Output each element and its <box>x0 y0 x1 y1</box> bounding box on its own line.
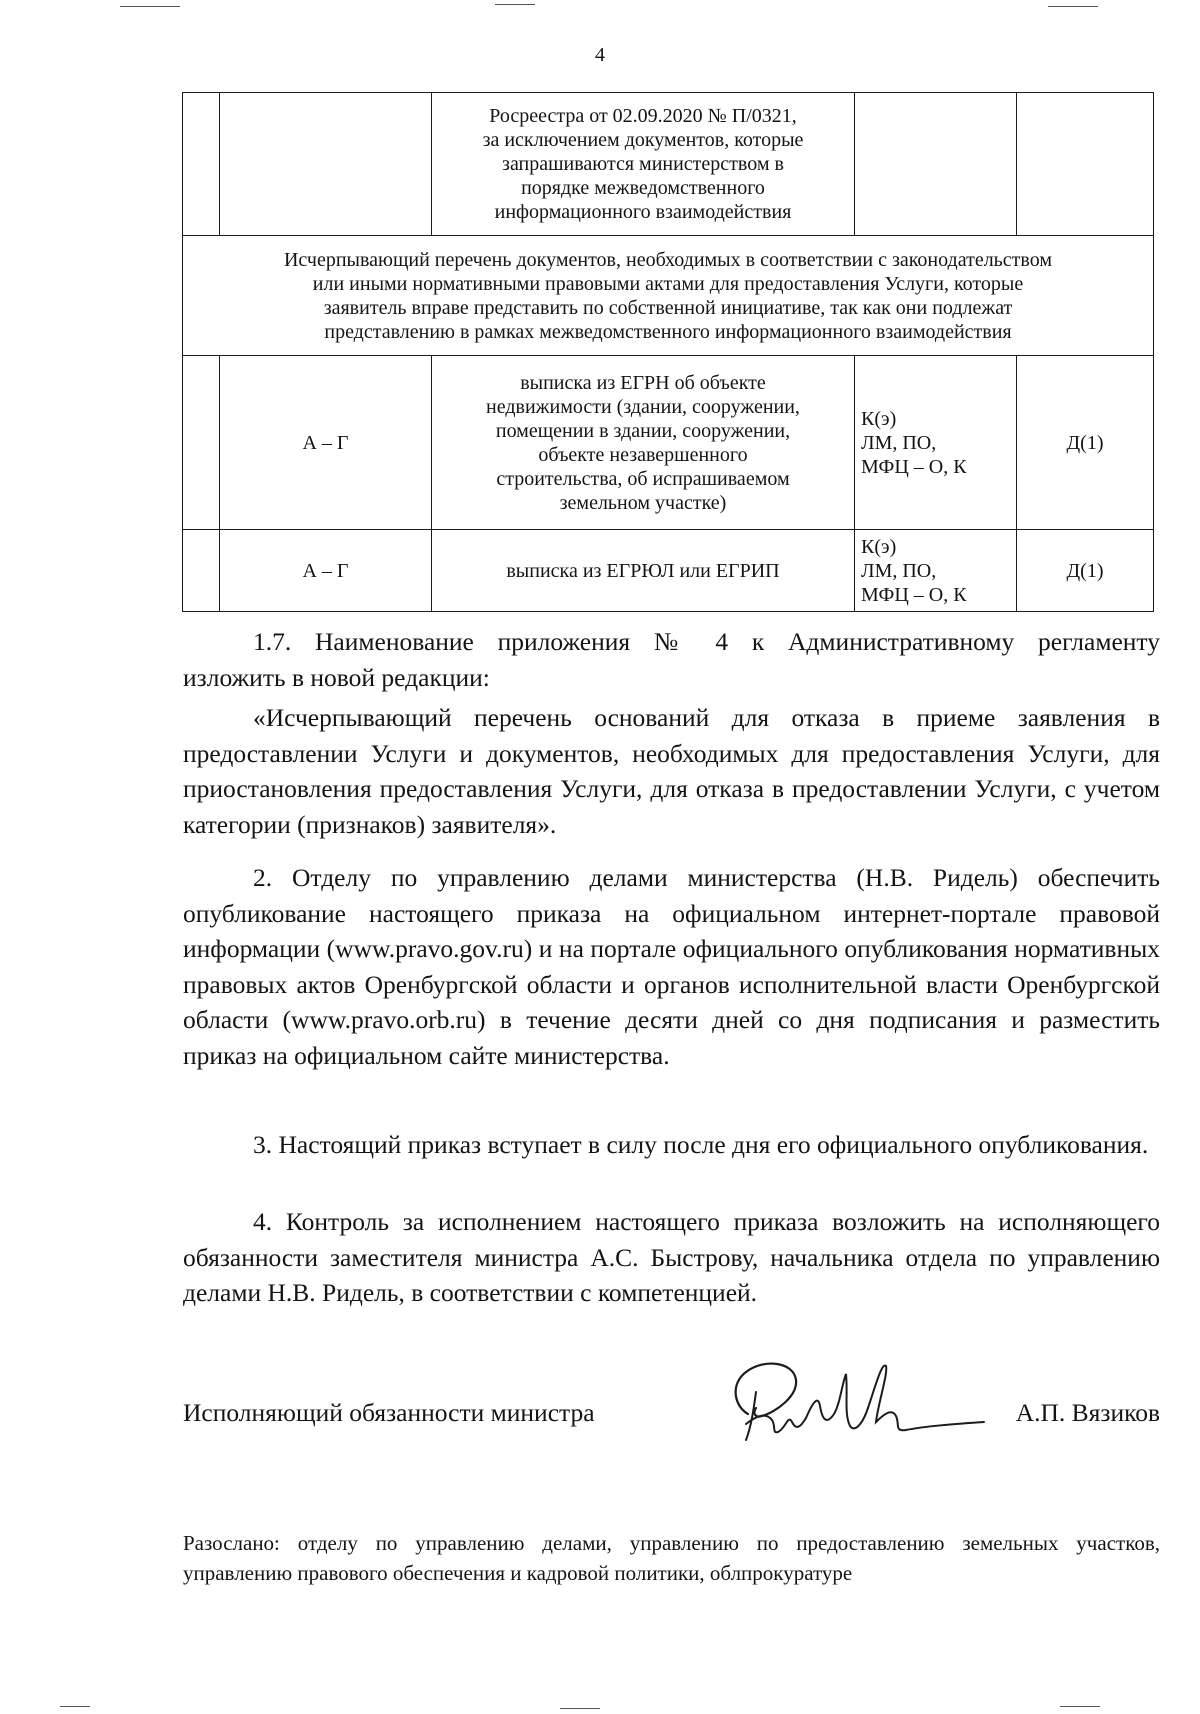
quoted-title-paragraph: «Исчерпывающий перечень оснований для отказа в приеме заявления в предоставлении Услуги и документов, необходимых для предоставления Услуги, для приостановления предоставления Услуги, для отказа в предоставлении Услуги, с учетом категории (признаков) заявителя». <box>183 703 1160 839</box>
table-cell-method: К(э) ЛМ, ПО, МФЦ – О, К <box>855 356 1017 530</box>
table-cell <box>183 93 220 236</box>
table-section-header-row <box>183 236 1154 356</box>
section-header-cell: Исчерпывающий перечень документов, необходимых в соответствии с законодательством или иными нормативными правовыми актами для предоставления Услуги, которые заявитель вправе представить по собственной инициативе, так как они подлежат представлению в рамках межведомственного информационного взаимодействия <box>183 236 1154 356</box>
table-cell <box>855 93 1017 236</box>
scan-edge-mark <box>120 6 180 7</box>
scan-edge-mark <box>1048 6 1098 7</box>
table-cell-method: К(э) ЛМ, ПО, МФЦ – О, К <box>855 530 1017 612</box>
table-cell-code: Д(1) <box>1017 530 1154 612</box>
paragraph-4: 4. Контроль за исполнением настоящего приказа возложить на исполняющего обязанности заместителя министра А.С. Быстрову, начальника отдела по управлению делами Н.В. Ридель, в соответствии с компетенцией. <box>183 1207 1160 1307</box>
table-cell-document: Росреестра от 02.09.2020 № П/0321, за исключением документов, которые запрашиваются министерством в порядке межведомственного информационного взаимодействия <box>432 93 855 236</box>
page-number: 4 <box>595 44 605 66</box>
documents-table <box>182 92 1154 612</box>
paragraph-3: 3. Настоящий приказ вступает в силу после дня его официального опубликования. <box>253 1130 1149 1159</box>
signatory-title: Исполняющий обязанности министра <box>183 1398 595 1427</box>
table-cell <box>183 356 220 530</box>
table-cell <box>183 530 220 612</box>
signatory-name: А.П. Вязиков <box>1015 1398 1160 1427</box>
scan-edge-mark <box>1060 1706 1100 1707</box>
table-cell <box>1017 93 1154 236</box>
table-row <box>183 530 1154 612</box>
distribution-list: Разослано: отделу по управлению делами, управлению по предоставлению земельных участков, управлению правового обеспечения и кадровой политики, облпрокуратуре <box>183 1531 1160 1585</box>
table-cell-document: выписка из ЕГРЮЛ или ЕГРИП <box>432 530 855 612</box>
handwritten-signature <box>716 1344 986 1454</box>
scan-edge-mark <box>560 1708 600 1709</box>
table-cell-code: Д(1) <box>1017 356 1154 530</box>
table-cell-applicant: А – Г <box>220 356 432 530</box>
table-row <box>183 93 1154 236</box>
table-cell-document: выписка из ЕГРН об объекте недвижимости (здании, сооружении, помещении в здании, сооружении, объекте незавершенного строительства, об испрашиваемом земельном участке) <box>432 356 855 530</box>
scan-edge-mark <box>60 1706 90 1707</box>
paragraph-2: 2. Отделу по управлению делами министерства (Н.В. Ридель) обеспечить опубликование настоящего приказа на официальном интернет-портале правовой информации (www.pravo.gov.ru) и на портале официального опубликования нормативных правовых актов Оренбургской области и органов исполнительной власти Оренбургской области (www.pravo.orb.ru) в течение десяти дней со дня подписания и разместить приказ на официальном сайте министерства. <box>183 863 1160 1070</box>
scan-edge-mark <box>495 4 535 5</box>
table-row <box>183 356 1154 530</box>
table-cell-applicant: А – Г <box>220 530 432 612</box>
table-cell <box>220 93 432 236</box>
paragraph-1-7: 1.7. Наименование приложения № 4 к Административному регламенту изложить в новой редакции: <box>183 627 1160 692</box>
